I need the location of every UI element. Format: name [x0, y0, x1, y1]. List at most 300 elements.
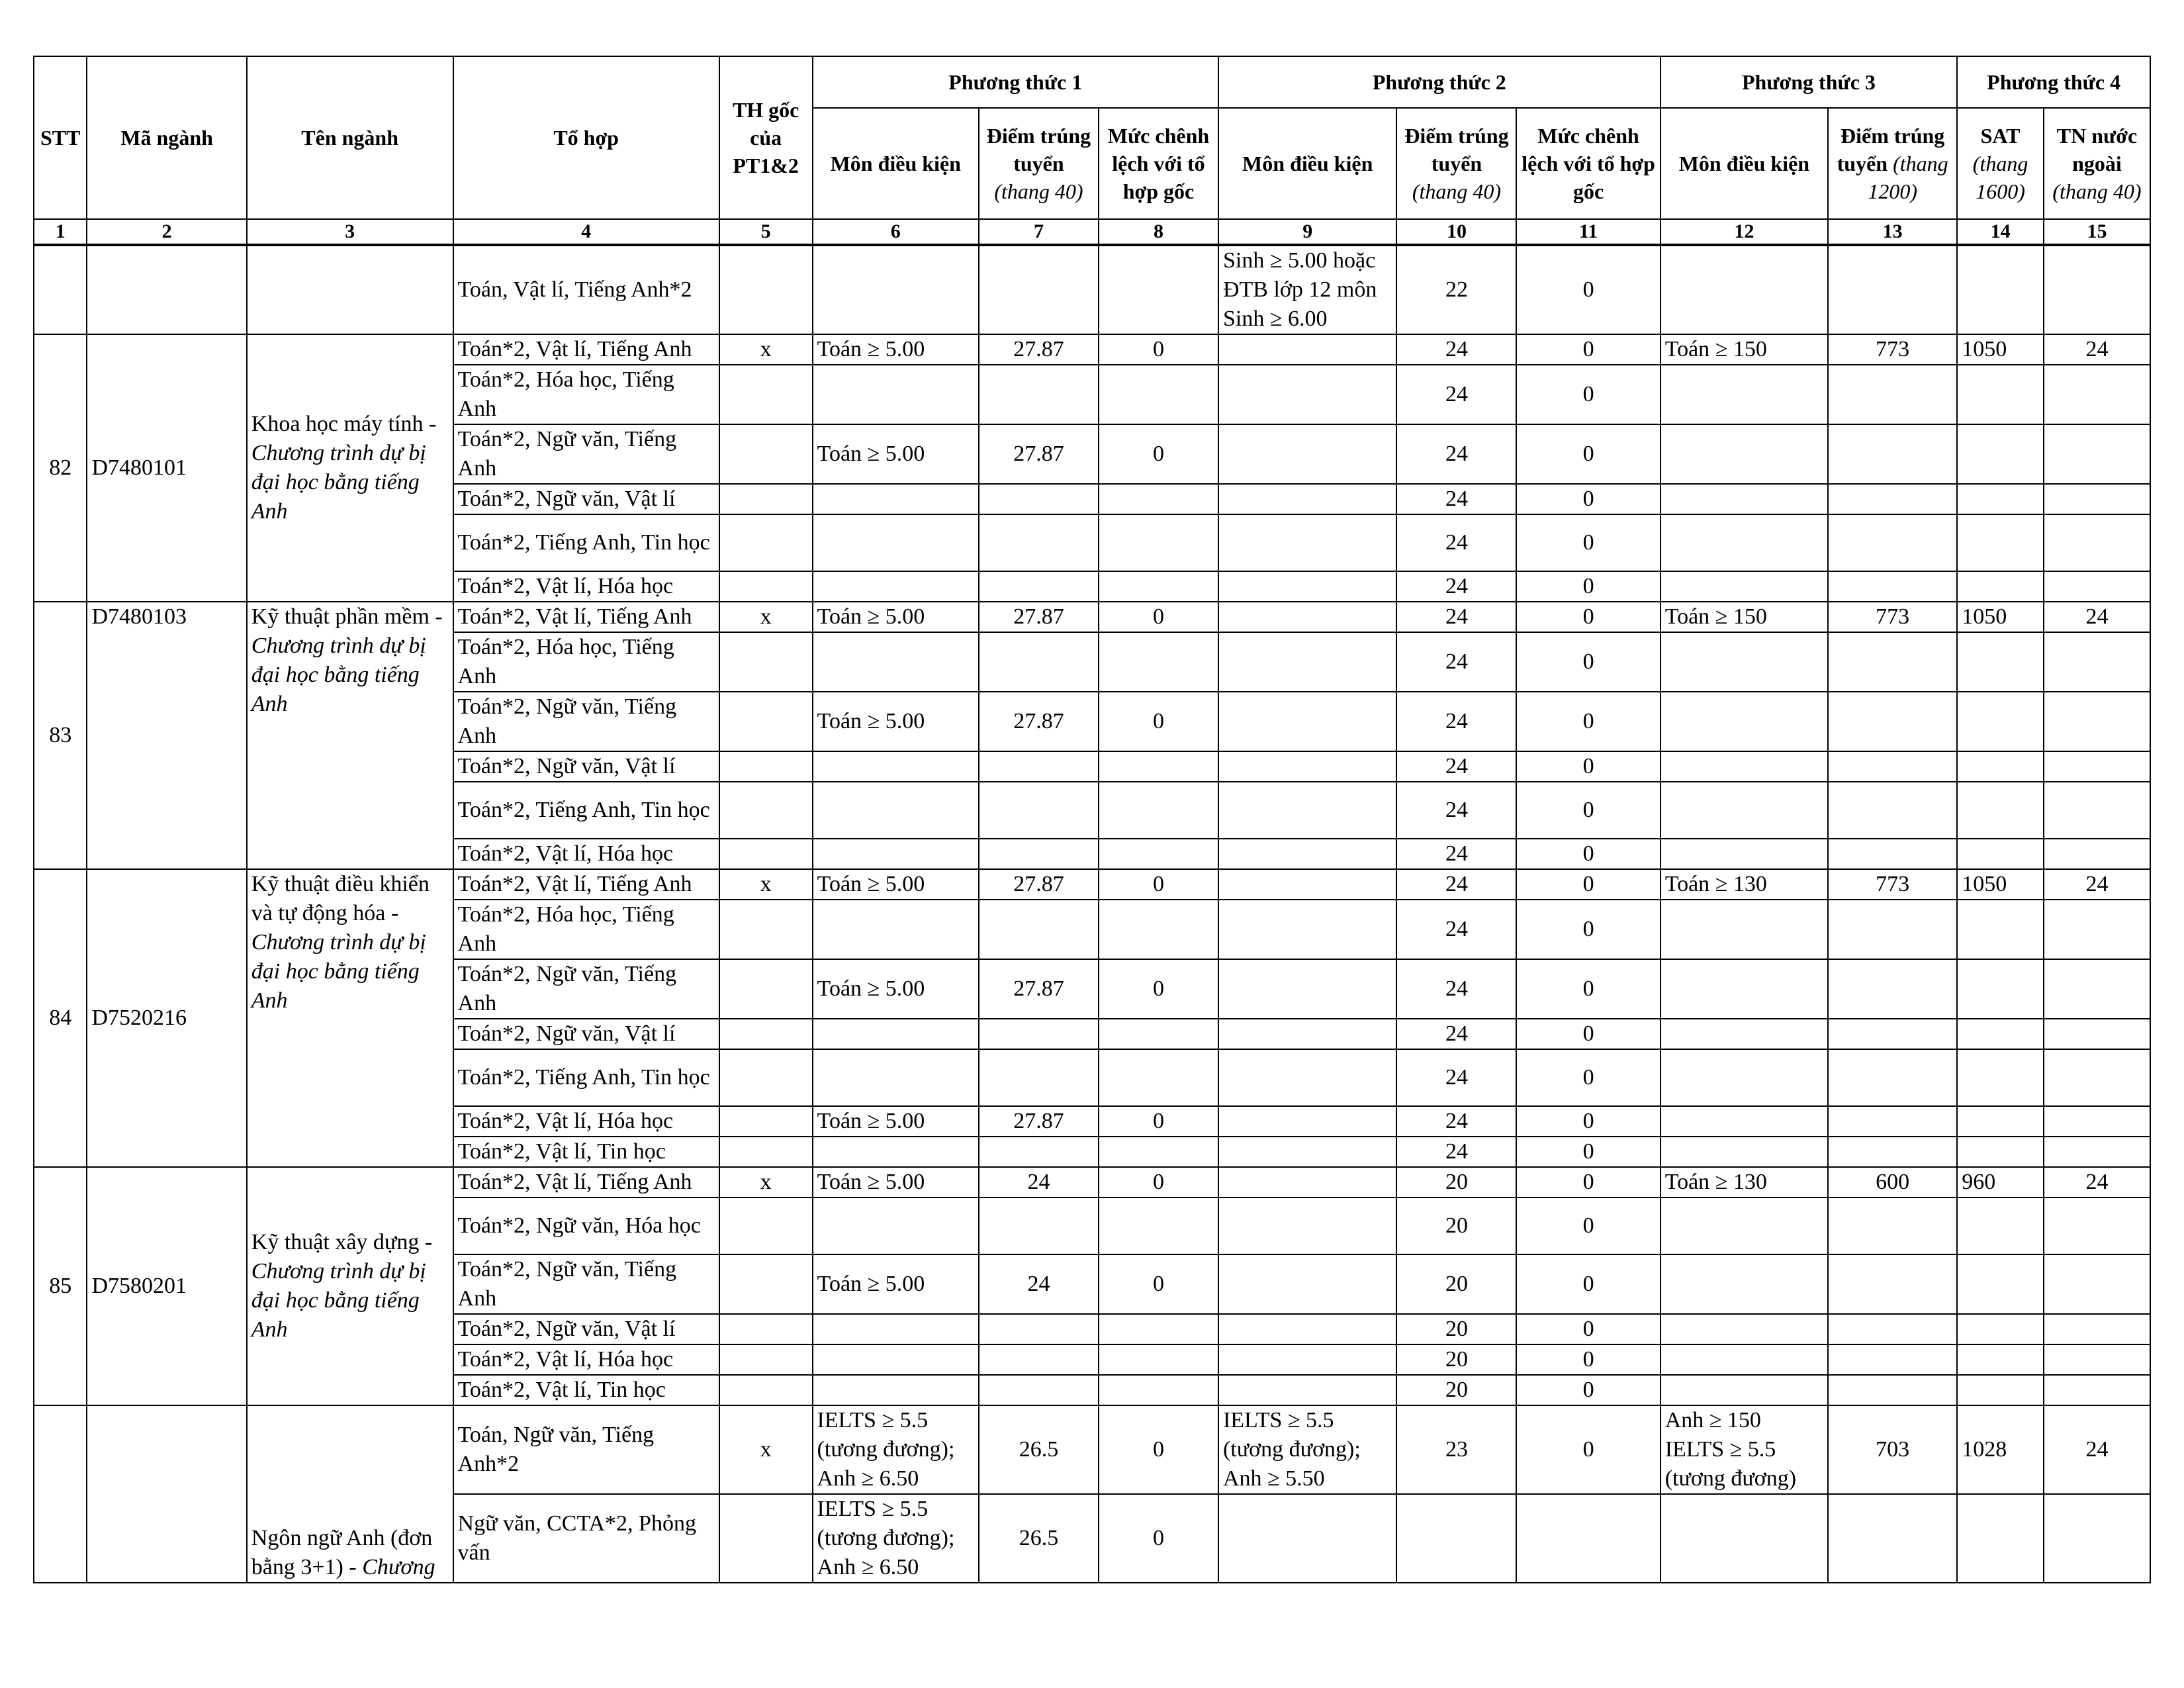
cell-pt2-chenh-lech: 0 — [1516, 782, 1660, 839]
program-name-italic: Chương trình dự bị đại học bằng tiếng Anh — [251, 930, 426, 1013]
cell-th-goc — [719, 571, 813, 602]
cell-pt3-mon-dieu-kien — [1661, 782, 1828, 839]
cell-pt2-diem: 24 — [1396, 514, 1516, 571]
cell-tn-nuoc-ngoai — [2044, 1254, 2150, 1314]
cell-sat — [1957, 484, 2044, 514]
header-pt2-chenh-lech: Mức chênh lệch với tổ hợp gốc — [1516, 108, 1660, 219]
header-group-row — [34, 56, 2150, 108]
cell-pt2-chenh-lech: 0 — [1516, 484, 1660, 514]
admission-table — [33, 56, 2151, 1583]
cell-pt2-chenh-lech: 0 — [1516, 245, 1660, 334]
cell-ten-nganh — [247, 602, 453, 869]
cell-ten-nganh — [247, 1167, 453, 1405]
cell-pt2-diem: 20 — [1396, 1314, 1516, 1344]
cell-to-hop: Toán*2, Ngữ văn, Tiếng Anh — [453, 424, 719, 484]
cell-pt3-diem — [1828, 1344, 1957, 1375]
cell-th-goc: x — [719, 869, 813, 900]
program-name: Kỹ thuật điều khiển và tự động hóa - — [251, 872, 430, 925]
cell-to-hop: Toán*2, Hóa học, Tiếng Anh — [453, 632, 719, 692]
col-number: 14 — [1957, 219, 2044, 245]
cell-pt3-mon-dieu-kien — [1661, 514, 1828, 571]
cell-tn-nuoc-ngoai — [2044, 1344, 2150, 1375]
cell-pt2-mon-dieu-kien — [1218, 632, 1397, 692]
cell-pt1-chenh-lech — [1099, 751, 1218, 782]
cell-to-hop: Toán*2, Tiếng Anh, Tin học — [453, 514, 719, 571]
cell-pt1-mon-dieu-kien — [813, 751, 979, 782]
cell-pt3-diem — [1828, 484, 1957, 514]
cell-tn-nuoc-ngoai — [2044, 1106, 2150, 1137]
table-row — [34, 1167, 2150, 1197]
table-row — [34, 602, 2150, 632]
cell-pt3-diem — [1828, 1254, 1957, 1314]
cell-pt2-diem: 20 — [1396, 1375, 1516, 1405]
cell-pt1-chenh-lech — [1099, 571, 1218, 602]
cell-pt2-mon-dieu-kien — [1218, 1254, 1397, 1314]
header-ten-nganh: Tên ngành — [247, 56, 453, 219]
cell-pt2-mon-dieu-kien — [1218, 1167, 1397, 1197]
cell-pt2-diem — [1396, 1494, 1516, 1583]
cell-pt1-mon-dieu-kien: Toán ≥ 5.00 — [813, 1167, 979, 1197]
col-number: 8 — [1099, 219, 1218, 245]
cell-pt1-mon-dieu-kien: Toán ≥ 5.00 — [813, 1106, 979, 1137]
col-number: 2 — [87, 219, 246, 245]
cell-th-goc — [719, 1197, 813, 1254]
cell-th-goc — [719, 1019, 813, 1049]
cell-sat: 960 — [1957, 1167, 2044, 1197]
program-name-italic: Chương — [356, 1555, 435, 1579]
cell-pt2-mon-dieu-kien — [1218, 514, 1397, 571]
cell-to-hop: Toán*2, Ngữ văn, Vật lí — [453, 751, 719, 782]
cell-pt2-mon-dieu-kien — [1218, 1314, 1397, 1344]
cell-pt3-diem — [1828, 632, 1957, 692]
cell-ma-nganh: D7480103 — [87, 602, 246, 869]
cell-pt2-mon-dieu-kien — [1218, 782, 1397, 839]
cell-th-goc: x — [719, 602, 813, 632]
cell-sat — [1957, 1344, 2044, 1375]
cell-ten-nganh — [247, 869, 453, 1167]
cell-pt1-mon-dieu-kien: Toán ≥ 5.00 — [813, 424, 979, 484]
cell-pt1-mon-dieu-kien: Toán ≥ 5.00 — [813, 959, 979, 1019]
cell-th-goc — [719, 1375, 813, 1405]
cell-pt2-mon-dieu-kien — [1218, 1197, 1397, 1254]
cell-tn-nuoc-ngoai — [2044, 1197, 2150, 1254]
cell-pt1-chenh-lech: 0 — [1099, 1254, 1218, 1314]
cell-pt1-diem — [979, 1137, 1099, 1167]
cell-pt2-mon-dieu-kien — [1218, 571, 1397, 602]
cell-pt1-diem: 26.5 — [979, 1405, 1099, 1494]
program-name: Kỹ thuật phần mềm - — [251, 604, 443, 629]
cell-sat — [1957, 782, 2044, 839]
cell-ma-nganh — [87, 1405, 246, 1583]
cell-pt2-chenh-lech: 0 — [1516, 1254, 1660, 1314]
cell-pt2-chenh-lech: 0 — [1516, 959, 1660, 1019]
cell-pt3-mon-dieu-kien — [1661, 484, 1828, 514]
cell-pt3-diem — [1828, 1049, 1957, 1106]
cell-pt3-mon-dieu-kien — [1661, 424, 1828, 484]
cell-pt2-chenh-lech: 0 — [1516, 869, 1660, 900]
cell-pt2-chenh-lech: 0 — [1516, 571, 1660, 602]
cell-pt1-chenh-lech: 0 — [1099, 692, 1218, 751]
header-pt2-diem-scale: (thang 40) — [1412, 179, 1502, 203]
header-th-goc: TH gốc của PT1&2 — [719, 56, 813, 219]
cell-pt1-mon-dieu-kien — [813, 632, 979, 692]
cell-sat — [1957, 751, 2044, 782]
table-row — [34, 245, 2150, 334]
cell-pt1-diem: 24 — [979, 1167, 1099, 1197]
cell-pt1-mon-dieu-kien: Toán ≥ 5.00 — [813, 869, 979, 900]
cell-pt1-mon-dieu-kien — [813, 1049, 979, 1106]
cell-sat: 1050 — [1957, 602, 2044, 632]
cell-pt1-chenh-lech: 0 — [1099, 334, 1218, 365]
cell-pt3-diem — [1828, 839, 1957, 869]
cell-pt3-mon-dieu-kien — [1661, 1049, 1828, 1106]
table-row — [34, 869, 2150, 900]
cell-th-goc — [719, 632, 813, 692]
cell-pt3-mon-dieu-kien — [1661, 1106, 1828, 1137]
cell-pt1-diem — [979, 1344, 1099, 1375]
cell-pt1-diem — [979, 514, 1099, 571]
cell-pt3-diem — [1828, 782, 1957, 839]
cell-pt3-diem — [1828, 1494, 1957, 1583]
cell-pt3-diem — [1828, 1106, 1957, 1137]
cell-pt2-diem: 24 — [1396, 334, 1516, 365]
cell-to-hop: Toán*2, Vật lí, Hóa học — [453, 571, 719, 602]
cell-pt2-diem: 24 — [1396, 365, 1516, 424]
cell-pt2-mon-dieu-kien: IELTS ≥ 5.5 (tương đương); Anh ≥ 5.50 — [1218, 1405, 1397, 1494]
cell-pt1-diem: 27.87 — [979, 334, 1099, 365]
cell-tn-nuoc-ngoai — [2044, 751, 2150, 782]
cell-sat — [1957, 839, 2044, 869]
cell-pt2-diem: 24 — [1396, 751, 1516, 782]
cell-pt2-diem: 20 — [1396, 1344, 1516, 1375]
cell-pt2-chenh-lech — [1516, 1494, 1660, 1583]
cell-tn-nuoc-ngoai — [2044, 1137, 2150, 1167]
cell-pt2-mon-dieu-kien — [1218, 751, 1397, 782]
cell-pt2-mon-dieu-kien — [1218, 1494, 1397, 1583]
cell-tn-nuoc-ngoai: 24 — [2044, 334, 2150, 365]
cell-th-goc — [719, 424, 813, 484]
cell-pt1-mon-dieu-kien — [813, 365, 979, 424]
cell-pt2-diem: 20 — [1396, 1197, 1516, 1254]
cell-pt2-chenh-lech: 0 — [1516, 1106, 1660, 1137]
cell-pt3-diem: 773 — [1828, 869, 1957, 900]
cell-pt2-diem: 24 — [1396, 571, 1516, 602]
cell-pt1-mon-dieu-kien: Toán ≥ 5.00 — [813, 602, 979, 632]
cell-ten-nganh — [247, 334, 453, 602]
header-ma-nganh: Mã ngành — [87, 56, 246, 219]
cell-to-hop: Toán*2, Vật lí, Tiếng Anh — [453, 1167, 719, 1197]
cell-pt1-mon-dieu-kien — [813, 839, 979, 869]
cell-stt: 85 — [34, 1167, 87, 1405]
cell-pt3-mon-dieu-kien — [1661, 1314, 1828, 1344]
cell-pt2-diem: 24 — [1396, 1049, 1516, 1106]
header-tn-label: TN nước ngoài — [2056, 124, 2138, 175]
cell-pt3-mon-dieu-kien: Toán ≥ 150 — [1661, 602, 1828, 632]
cell-stt: 83 — [34, 602, 87, 869]
cell-tn-nuoc-ngoai — [2044, 692, 2150, 751]
col-number: 12 — [1661, 219, 1828, 245]
cell-to-hop: Toán*2, Tiếng Anh, Tin học — [453, 1049, 719, 1106]
cell-pt1-mon-dieu-kien: IELTS ≥ 5.5 (tương đương); Anh ≥ 6.50 — [813, 1494, 979, 1583]
col-number: 6 — [813, 219, 979, 245]
cell-sat: 1050 — [1957, 869, 2044, 900]
header-phuong-thuc-2: Phương thức 2 — [1218, 56, 1661, 108]
cell-pt2-diem: 24 — [1396, 424, 1516, 484]
cell-pt1-chenh-lech — [1099, 1197, 1218, 1254]
cell-pt3-mon-dieu-kien — [1661, 1197, 1828, 1254]
cell-pt1-chenh-lech — [1099, 245, 1218, 334]
cell-tn-nuoc-ngoai — [2044, 424, 2150, 484]
cell-to-hop: Toán*2, Vật lí, Tiếng Anh — [453, 869, 719, 900]
col-number: 7 — [979, 219, 1099, 245]
cell-ma-nganh: D7480101 — [87, 334, 246, 602]
header-phuong-thuc-4: Phương thức 4 — [1957, 56, 2150, 108]
cell-pt1-mon-dieu-kien — [813, 1137, 979, 1167]
cell-pt1-diem — [979, 632, 1099, 692]
cell-pt2-chenh-lech: 0 — [1516, 602, 1660, 632]
cell-pt3-mon-dieu-kien — [1661, 959, 1828, 1019]
cell-pt1-diem — [979, 1049, 1099, 1106]
cell-to-hop: Toán*2, Hóa học, Tiếng Anh — [453, 365, 719, 424]
cell-pt1-diem: 27.87 — [979, 424, 1099, 484]
cell-pt1-chenh-lech: 0 — [1099, 602, 1218, 632]
header-pt1-chenh-lech: Mức chênh lệch với tổ hợp gốc — [1099, 108, 1218, 219]
cell-tn-nuoc-ngoai — [2044, 839, 2150, 869]
cell-pt3-mon-dieu-kien — [1661, 751, 1828, 782]
cell-pt2-chenh-lech: 0 — [1516, 1375, 1660, 1405]
cell-pt1-chenh-lech — [1099, 514, 1218, 571]
cell-ma-nganh — [87, 245, 246, 334]
cell-to-hop: Toán, Vật lí, Tiếng Anh*2 — [453, 245, 719, 334]
cell-pt3-diem — [1828, 959, 1957, 1019]
cell-pt1-diem: 27.87 — [979, 1106, 1099, 1137]
cell-pt1-mon-dieu-kien — [813, 571, 979, 602]
col-number: 3 — [247, 219, 453, 245]
cell-pt2-diem: 24 — [1396, 959, 1516, 1019]
cell-pt2-chenh-lech: 0 — [1516, 1049, 1660, 1106]
header-stt: STT — [34, 56, 87, 219]
cell-pt1-diem — [979, 484, 1099, 514]
cell-pt1-chenh-lech: 0 — [1099, 1405, 1218, 1494]
cell-pt2-diem: 24 — [1396, 484, 1516, 514]
cell-pt2-chenh-lech: 0 — [1516, 1167, 1660, 1197]
cell-tn-nuoc-ngoai — [2044, 959, 2150, 1019]
cell-th-goc — [719, 365, 813, 424]
table-body — [34, 245, 2150, 1583]
cell-pt2-mon-dieu-kien — [1218, 484, 1397, 514]
col-number: 15 — [2044, 219, 2150, 245]
col-number: 10 — [1396, 219, 1516, 245]
cell-pt1-chenh-lech — [1099, 1019, 1218, 1049]
cell-pt2-mon-dieu-kien — [1218, 602, 1397, 632]
cell-pt1-chenh-lech — [1099, 1344, 1218, 1375]
cell-tn-nuoc-ngoai — [2044, 514, 2150, 571]
cell-pt2-chenh-lech: 0 — [1516, 1197, 1660, 1254]
col-number: 5 — [719, 219, 813, 245]
cell-tn-nuoc-ngoai — [2044, 782, 2150, 839]
cell-pt1-chenh-lech: 0 — [1099, 424, 1218, 484]
cell-pt2-diem: 20 — [1396, 1167, 1516, 1197]
cell-pt2-mon-dieu-kien — [1218, 365, 1397, 424]
cell-sat — [1957, 245, 2044, 334]
cell-th-goc: x — [719, 1405, 813, 1494]
header-pt1-mon-dieu-kien: Môn điều kiện — [813, 108, 979, 219]
cell-pt2-diem: 24 — [1396, 869, 1516, 900]
cell-pt2-mon-dieu-kien — [1218, 1375, 1397, 1405]
cell-pt2-mon-dieu-kien — [1218, 692, 1397, 751]
col-number: 1 — [34, 219, 87, 245]
cell-tn-nuoc-ngoai — [2044, 632, 2150, 692]
cell-tn-nuoc-ngoai — [2044, 1375, 2150, 1405]
cell-to-hop: Ngữ văn, CCTA*2, Phỏng vấn — [453, 1494, 719, 1583]
cell-stt: 84 — [34, 869, 87, 1167]
cell-sat — [1957, 1314, 2044, 1344]
cell-to-hop: Toán*2, Vật lí, Tin học — [453, 1137, 719, 1167]
cell-sat — [1957, 1375, 2044, 1405]
cell-pt2-diem: 24 — [1396, 632, 1516, 692]
cell-pt3-diem — [1828, 692, 1957, 751]
cell-pt1-mon-dieu-kien — [813, 900, 979, 959]
cell-sat — [1957, 424, 2044, 484]
cell-pt2-diem: 24 — [1396, 1137, 1516, 1167]
cell-pt1-chenh-lech: 0 — [1099, 1167, 1218, 1197]
cell-tn-nuoc-ngoai — [2044, 245, 2150, 334]
cell-sat — [1957, 571, 2044, 602]
cell-th-goc — [719, 1137, 813, 1167]
cell-pt1-diem — [979, 751, 1099, 782]
header-sat-label: SAT — [1980, 124, 2021, 148]
cell-pt1-diem: 27.87 — [979, 959, 1099, 1019]
header-pt2-mon-dieu-kien: Môn điều kiện — [1218, 108, 1397, 219]
cell-th-goc: x — [719, 334, 813, 365]
cell-pt3-diem — [1828, 900, 1957, 959]
cell-pt1-mon-dieu-kien — [813, 245, 979, 334]
table-row — [34, 1405, 2150, 1494]
cell-pt2-chenh-lech: 0 — [1516, 1405, 1660, 1494]
cell-pt1-chenh-lech — [1099, 839, 1218, 869]
header-pt1-diem-label: Điểm trúng tuyển — [986, 124, 1091, 175]
cell-pt3-mon-dieu-kien — [1661, 1344, 1828, 1375]
cell-pt2-chenh-lech: 0 — [1516, 514, 1660, 571]
cell-pt1-diem — [979, 1375, 1099, 1405]
cell-sat — [1957, 365, 2044, 424]
cell-to-hop: Toán*2, Ngữ văn, Tiếng Anh — [453, 692, 719, 751]
cell-pt2-diem: 23 — [1396, 1405, 1516, 1494]
cell-pt3-diem: 773 — [1828, 334, 1957, 365]
header-number-row — [34, 219, 2150, 245]
cell-pt1-diem — [979, 245, 1099, 334]
cell-pt2-chenh-lech: 0 — [1516, 900, 1660, 959]
cell-sat — [1957, 1049, 2044, 1106]
cell-pt3-mon-dieu-kien — [1661, 692, 1828, 751]
cell-to-hop: Toán*2, Ngữ văn, Hóa học — [453, 1197, 719, 1254]
cell-pt3-mon-dieu-kien: Toán ≥ 150 — [1661, 334, 1828, 365]
header-tn-scale: (thang 40) — [2052, 179, 2142, 203]
cell-stt: 82 — [34, 334, 87, 602]
header-pt1-diem-scale: (thang 40) — [994, 179, 1083, 203]
cell-tn-nuoc-ngoai — [2044, 900, 2150, 959]
cell-pt3-mon-dieu-kien — [1661, 1254, 1828, 1314]
cell-pt2-chenh-lech: 0 — [1516, 424, 1660, 484]
cell-pt2-diem: 24 — [1396, 1106, 1516, 1137]
cell-pt3-mon-dieu-kien — [1661, 365, 1828, 424]
cell-pt3-diem: 703 — [1828, 1405, 1957, 1494]
program-name: Ngôn ngữ Anh (đơn bằng 3+1) - — [251, 1526, 433, 1579]
cell-to-hop: Toán*2, Vật lí, Hóa học — [453, 1344, 719, 1375]
cell-pt2-mon-dieu-kien — [1218, 900, 1397, 959]
cell-pt1-diem: 26.5 — [979, 1494, 1099, 1583]
cell-stt — [34, 1405, 87, 1583]
cell-pt1-diem: 24 — [979, 1254, 1099, 1314]
cell-pt1-mon-dieu-kien — [813, 1314, 979, 1344]
cell-tn-nuoc-ngoai — [2044, 1049, 2150, 1106]
cell-pt1-chenh-lech — [1099, 1049, 1218, 1106]
cell-sat — [1957, 1137, 2044, 1167]
cell-pt2-mon-dieu-kien — [1218, 959, 1397, 1019]
cell-to-hop: Toán*2, Vật lí, Hóa học — [453, 839, 719, 869]
cell-pt3-diem — [1828, 365, 1957, 424]
admission-scores-sheet — [33, 56, 2151, 1579]
cell-pt1-mon-dieu-kien — [813, 1019, 979, 1049]
cell-pt1-mon-dieu-kien: Toán ≥ 5.00 — [813, 334, 979, 365]
cell-pt1-diem — [979, 365, 1099, 424]
cell-pt3-mon-dieu-kien — [1661, 1375, 1828, 1405]
cell-pt1-mon-dieu-kien: Toán ≥ 5.00 — [813, 692, 979, 751]
cell-stt — [34, 245, 87, 334]
col-number: 11 — [1516, 219, 1660, 245]
cell-pt3-diem — [1828, 1137, 1957, 1167]
cell-sat — [1957, 1019, 2044, 1049]
header-sat-scale: (thang 1600) — [1972, 152, 2028, 203]
cell-pt2-mon-dieu-kien — [1218, 334, 1397, 365]
cell-pt1-chenh-lech: 0 — [1099, 1106, 1218, 1137]
cell-pt2-chenh-lech: 0 — [1516, 632, 1660, 692]
cell-pt2-diem: 24 — [1396, 1019, 1516, 1049]
cell-to-hop: Toán, Ngữ văn, Tiếng Anh*2 — [453, 1405, 719, 1494]
cell-pt2-chenh-lech: 0 — [1516, 1344, 1660, 1375]
cell-ma-nganh: D7520216 — [87, 869, 246, 1167]
cell-th-goc: x — [719, 1167, 813, 1197]
cell-sat — [1957, 1254, 2044, 1314]
cell-pt2-chenh-lech: 0 — [1516, 839, 1660, 869]
cell-pt2-chenh-lech: 0 — [1516, 1314, 1660, 1344]
cell-pt2-chenh-lech: 0 — [1516, 751, 1660, 782]
cell-pt1-chenh-lech — [1099, 365, 1218, 424]
cell-pt1-chenh-lech — [1099, 900, 1218, 959]
cell-pt1-chenh-lech: 0 — [1099, 1494, 1218, 1583]
cell-to-hop: Toán*2, Ngữ văn, Tiếng Anh — [453, 1254, 719, 1314]
cell-pt3-diem — [1828, 1197, 1957, 1254]
cell-pt2-chenh-lech: 0 — [1516, 365, 1660, 424]
cell-pt2-diem: 24 — [1396, 900, 1516, 959]
cell-pt1-diem — [979, 571, 1099, 602]
cell-pt1-chenh-lech — [1099, 484, 1218, 514]
cell-pt1-chenh-lech — [1099, 1375, 1218, 1405]
cell-pt3-diem: 773 — [1828, 602, 1957, 632]
cell-pt3-mon-dieu-kien — [1661, 571, 1828, 602]
cell-sat: 1050 — [1957, 334, 2044, 365]
cell-pt1-mon-dieu-kien: IELTS ≥ 5.5 (tương đương); Anh ≥ 6.50 — [813, 1405, 979, 1494]
cell-pt3-diem — [1828, 1314, 1957, 1344]
program-name-italic: Chương trình dự bị đại học bằng tiếng Anh — [251, 1259, 426, 1342]
cell-pt1-mon-dieu-kien — [813, 1375, 979, 1405]
header-tn-nuoc-ngoai — [2044, 108, 2150, 219]
cell-pt2-diem: 24 — [1396, 782, 1516, 839]
cell-pt3-diem — [1828, 751, 1957, 782]
cell-pt1-mon-dieu-kien — [813, 514, 979, 571]
cell-sat — [1957, 692, 2044, 751]
cell-pt2-mon-dieu-kien — [1218, 424, 1397, 484]
